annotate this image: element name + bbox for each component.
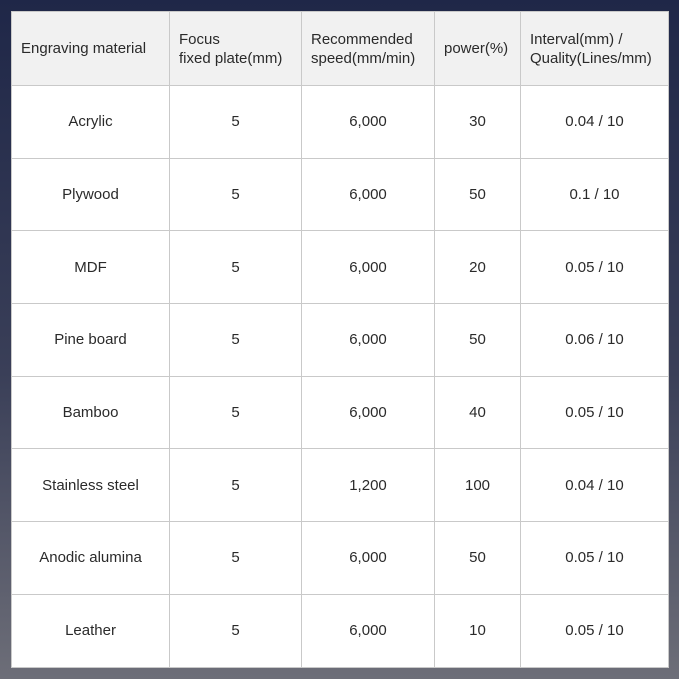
cell-interval-quality: 0.05 / 10 bbox=[521, 522, 669, 595]
cell-focus: 5 bbox=[170, 231, 302, 304]
cell-material: Acrylic bbox=[12, 86, 170, 159]
cell-focus: 5 bbox=[170, 522, 302, 595]
table-row bbox=[12, 376, 669, 449]
cell-interval-quality: 0.05 / 10 bbox=[521, 376, 669, 449]
table-header bbox=[12, 12, 669, 86]
cell-interval-quality: 0.05 / 10 bbox=[521, 594, 669, 667]
cell-speed: 6,000 bbox=[302, 594, 435, 667]
cell-speed: 1,200 bbox=[302, 449, 435, 522]
cell-power: 20 bbox=[435, 231, 521, 304]
header-power: power(%) bbox=[435, 12, 521, 86]
cell-focus: 5 bbox=[170, 594, 302, 667]
table-row bbox=[12, 86, 669, 159]
cell-material: Pine board bbox=[12, 304, 170, 377]
table-row bbox=[12, 449, 669, 522]
cell-speed: 6,000 bbox=[302, 304, 435, 377]
table-body bbox=[12, 86, 669, 668]
cell-power: 100 bbox=[435, 449, 521, 522]
cell-speed: 6,000 bbox=[302, 522, 435, 595]
cell-power: 40 bbox=[435, 376, 521, 449]
cell-power: 50 bbox=[435, 158, 521, 231]
cell-material: Bamboo bbox=[12, 376, 170, 449]
cell-focus: 5 bbox=[170, 376, 302, 449]
cell-interval-quality: 0.04 / 10 bbox=[521, 86, 669, 159]
table-row bbox=[12, 158, 669, 231]
cell-material: Stainless steel bbox=[12, 449, 170, 522]
cell-interval-quality: 0.04 / 10 bbox=[521, 449, 669, 522]
cell-speed: 6,000 bbox=[302, 158, 435, 231]
table-row bbox=[12, 522, 669, 595]
cell-interval-quality: 0.06 / 10 bbox=[521, 304, 669, 377]
cell-focus: 5 bbox=[170, 86, 302, 159]
cell-speed: 6,000 bbox=[302, 86, 435, 159]
cell-power: 10 bbox=[435, 594, 521, 667]
cell-speed: 6,000 bbox=[302, 231, 435, 304]
cell-focus: 5 bbox=[170, 158, 302, 231]
table-row bbox=[12, 231, 669, 304]
cell-material: Leather bbox=[12, 594, 170, 667]
header-speed: Recommended speed(mm/min) bbox=[302, 12, 435, 86]
cell-focus: 5 bbox=[170, 304, 302, 377]
cell-focus: 5 bbox=[170, 449, 302, 522]
parameter-table-card bbox=[11, 11, 668, 666]
cell-interval-quality: 0.05 / 10 bbox=[521, 231, 669, 304]
cell-power: 50 bbox=[435, 304, 521, 377]
table-row bbox=[12, 304, 669, 377]
cell-material: Anodic alumina bbox=[12, 522, 170, 595]
cell-speed: 6,000 bbox=[302, 376, 435, 449]
cell-power: 50 bbox=[435, 522, 521, 595]
cell-power: 30 bbox=[435, 86, 521, 159]
cell-material: MDF bbox=[12, 231, 170, 304]
table-row bbox=[12, 594, 669, 667]
cell-interval-quality: 0.1 / 10 bbox=[521, 158, 669, 231]
engraving-parameter-table bbox=[11, 11, 669, 668]
header-engraving-material: Engraving material bbox=[12, 12, 170, 86]
header-focus: Focus fixed plate(mm) bbox=[170, 12, 302, 86]
header-interval-quality: Interval(mm) / Quality(Lines/mm) bbox=[521, 12, 669, 86]
header-row bbox=[12, 12, 669, 86]
cell-material: Plywood bbox=[12, 158, 170, 231]
